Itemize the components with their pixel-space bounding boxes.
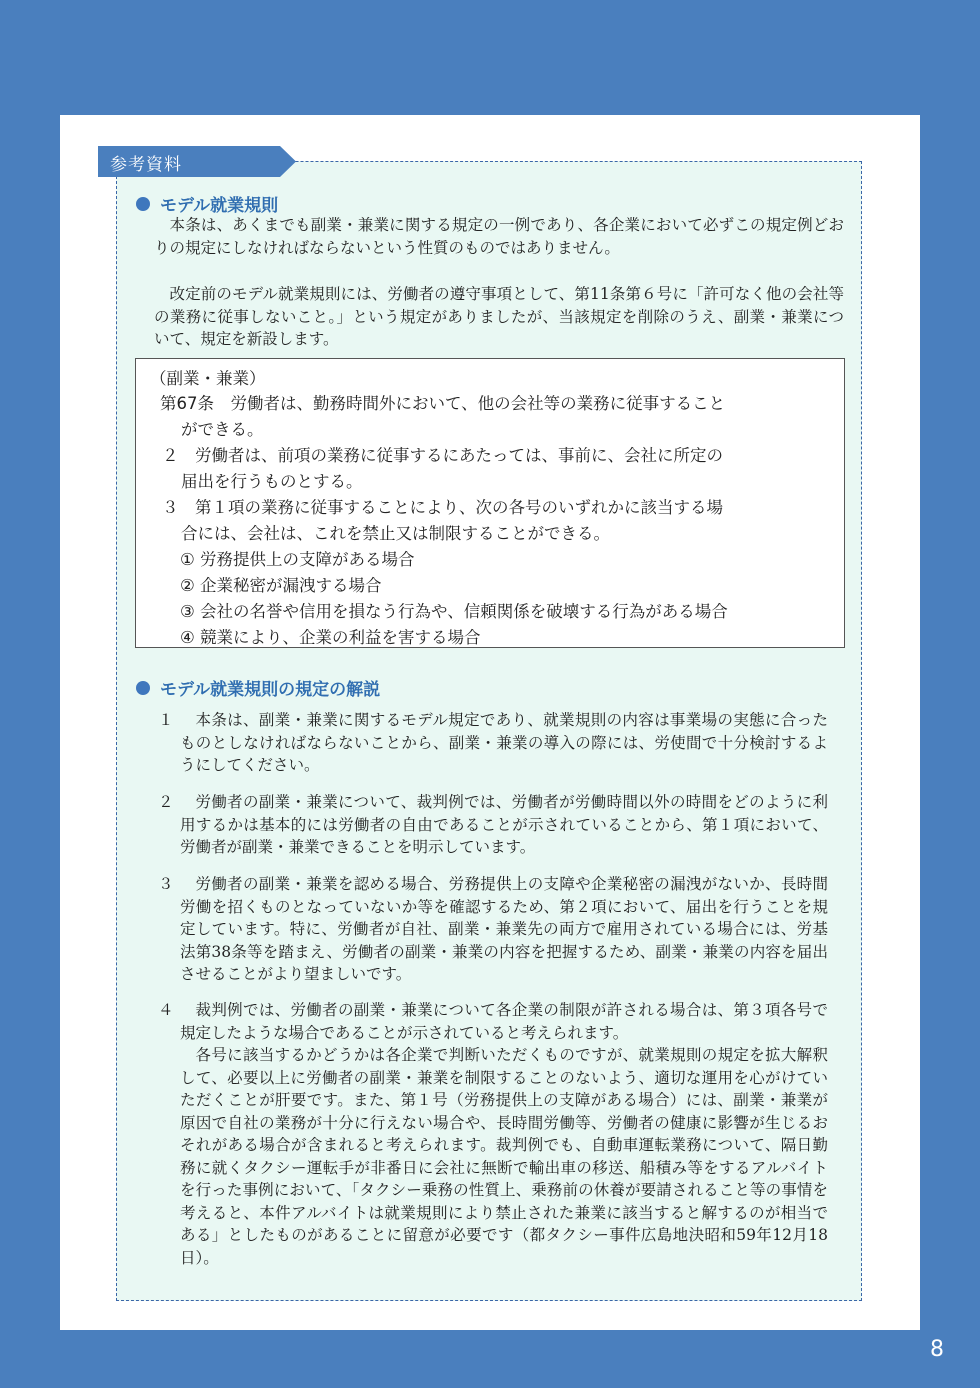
article-item: ① 労務提供上の支障がある場合 <box>180 550 415 569</box>
article-item: ④ 競業により、企業の利益を害する場合 <box>180 628 481 647</box>
reference-tab <box>98 146 316 177</box>
note-text: 労働者の副業・兼業について、裁判例では、労働者が労働時間以外の時間をどのように利用するかは基本的には労働者の自由であることが示されていることから、第１項において、労働者が副業・兼業できることを明示しています。 <box>180 793 828 856</box>
note-number: １ <box>158 711 174 729</box>
article-line: ３ 第１項の業務に従事することにより、次の各号のいずれかに該当する場 <box>162 498 723 517</box>
bullet-icon <box>136 197 150 211</box>
note-item <box>158 791 828 859</box>
note-text: 裁判例では、労働者の副業・兼業について各企業の制限が許される場合は、第３項各号で規定したような場合であることが示されていると考えられます。 <box>180 1001 828 1042</box>
article-line: ２ 労働者は、前項の業務に従事するにあたっては、事前に、会社に所定の <box>162 446 723 465</box>
article-item: ③ 会社の名誉や信用を損なう行為や、信頼関係を破壊する行為がある場合 <box>180 602 728 621</box>
section-heading-explanation <box>136 675 380 700</box>
article-item: ② 企業秘密が漏洩する場合 <box>180 576 382 595</box>
article-line: 合には、会社は、これを禁止又は制限することができる。 <box>181 524 610 543</box>
note-item <box>158 873 828 986</box>
article-line: ができる。 <box>181 420 264 439</box>
note-item <box>158 999 828 1269</box>
article-line: 届出を行うものとする。 <box>181 472 363 491</box>
note-text-continued: 各号に該当するかどうかは各企業で判断いただくものですが、就業規則の規定を拡大解釈して、必要以上に労働者の副業・兼業を制限することのないよう、適切な運用を心がけていただくことが肝要です。また、第１号（労務提供上の支障がある場合）には、副業・兼業が原因で自社の業務が十分に行えない場合や、長時間労働等、労働者の健康に影響が生じるおそれがある場合が含まれると考えられます。裁判例でも、自動車運転業務について、隔日勤務に就くタクシー運転手が非番日に会社に無断で輸出車の移送、船積み等をするアルバイトを行った事例において、「タクシー乗務の性質上、乗務前の休養が要請されること等の事情を考えると、本件アルバイトは就業規則により禁止された兼業に該当すると解するのが相当である」としたものがあることに留意が必要です（都タクシー事件広島地決昭和59年12月18日）。 <box>180 1046 828 1267</box>
document-page <box>60 115 920 1330</box>
note-text: 本条は、副業・兼業に関するモデル規定であり、就業規則の内容は事業場の実態に合ったものとしなければならないことから、副業・兼業の導入の際には、労使間で十分検討するようにしてください。 <box>180 711 828 774</box>
section-heading-text: モデル就業規則 <box>160 196 279 216</box>
section-heading-model-rules <box>136 191 278 216</box>
note-number: ４ <box>158 1001 174 1019</box>
page-number: 8 <box>930 1337 944 1362</box>
note-number: ３ <box>158 875 174 893</box>
note-item <box>158 709 828 777</box>
article-box <box>135 358 845 648</box>
note-text: 労働者の副業・兼業を認める場合、労務提供上の支障や企業秘密の漏洩がないか、長時間労働を招くものとなっていないか等を確認するため、第２項において、届出を行うことを規定しています。特に、労働者が自社、副業・兼業先の両方で雇用されている場合には、労基法第38条等を踏まえ、労働者の副業・兼業の内容を把握するため、副業・兼業の内容を届出させることがより望ましいです。 <box>180 875 828 983</box>
paragraph-revision: 改定前のモデル就業規則には、労働者の遵守事項として、第11条第６号に「許可なく他の会社等の業務に従事しないこと。」という規定がありましたが、当該規定を削除のうえ、副業・兼業について、規定を新設します。 <box>154 285 844 348</box>
article-title: （副業・兼業） <box>150 369 266 388</box>
article-line: 第67条 労働者は、勤務時間外において、他の会社等の業務に従事すること <box>160 394 726 413</box>
bullet-icon <box>136 681 150 695</box>
note-number: ２ <box>158 793 174 811</box>
section-heading-text: モデル就業規則の規定の解説 <box>160 680 381 700</box>
paragraph-intro: 本条は、あくまでも副業・兼業に関する規定の一例であり、各企業において必ずこの規定例どおりの規定にしなければならないという性質のものではありません。 <box>154 216 844 257</box>
reference-label: 参考資料 <box>110 155 182 175</box>
